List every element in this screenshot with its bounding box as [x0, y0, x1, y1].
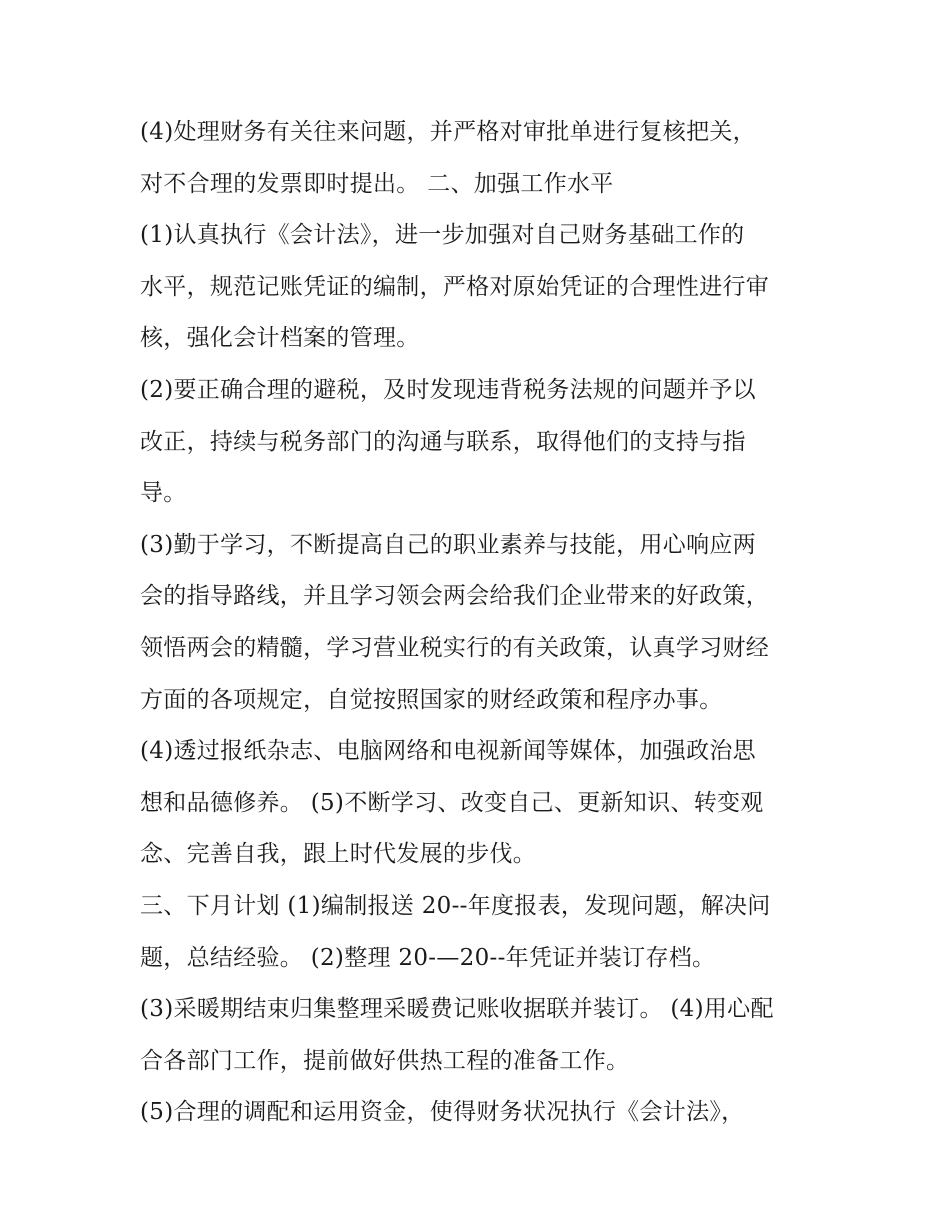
- text-line: (4)透过报纸杂志、电脑网络和电视新闻等媒体，加强政治思: [140, 738, 756, 765]
- text-line: 想和品德修养。 (5)不断学习、改变自己、更新知识、转变观: [140, 789, 764, 816]
- text-line: 导。: [140, 480, 187, 507]
- text-line: 念、完善自我，跟上时代发展的步伐。: [140, 841, 537, 868]
- text-line: 领悟两会的精髓，学习营业税实行的有关政策，认真学习财经: [140, 634, 770, 661]
- text-line: 对不合理的发票即时提出。 二、加强工作水平: [140, 170, 614, 197]
- text-line: 合各部门工作，提前做好供热工程的准备工作。: [140, 1047, 630, 1074]
- text-line: 改正，持续与税务部门的沟通与联系，取得他们的支持与指: [140, 428, 746, 455]
- text-line: (5)合理的调配和运用资金，使得财务状况执行《会计法》，: [140, 1099, 745, 1126]
- text-line: (2)要正确合理的避税，及时发现违背税务法规的问题并予以: [140, 376, 756, 403]
- text-line: 题，总结经验。 (2)整理 20-—20--年凭证并装订存档。: [140, 944, 716, 971]
- text-line: (1)认真执行《会计法》，进一步加强对自己财务基础工作的: [140, 222, 745, 249]
- text-line: (4)处理财务有关往来问题，并严格对审批单进行复核把关，: [140, 119, 756, 145]
- text-line: (3)勤于学习，不断提高自己的职业素养与技能，用心响应两: [140, 531, 756, 558]
- text-line: 核，强化会计档案的管理。: [140, 325, 420, 352]
- text-line: 水平，规范记账凭证的编制，严格对原始凭证的合理性进行审: [140, 273, 770, 300]
- text-line: 三、下月计划 (1)编制报送 20--年度报表，发现问题，解决问: [140, 892, 771, 919]
- document-body: [140, 107, 830, 1139]
- text-line: 会的指导路线，并且学习领会两会给我们企业带来的好政策，: [140, 583, 770, 610]
- text-line: (3)采暖期结束归集整理采暖费记账收据联并装订。 (4)用心配: [140, 996, 774, 1023]
- text-line: 方面的各项规定，自觉按照国家的财经政策和程序办事。: [140, 686, 723, 713]
